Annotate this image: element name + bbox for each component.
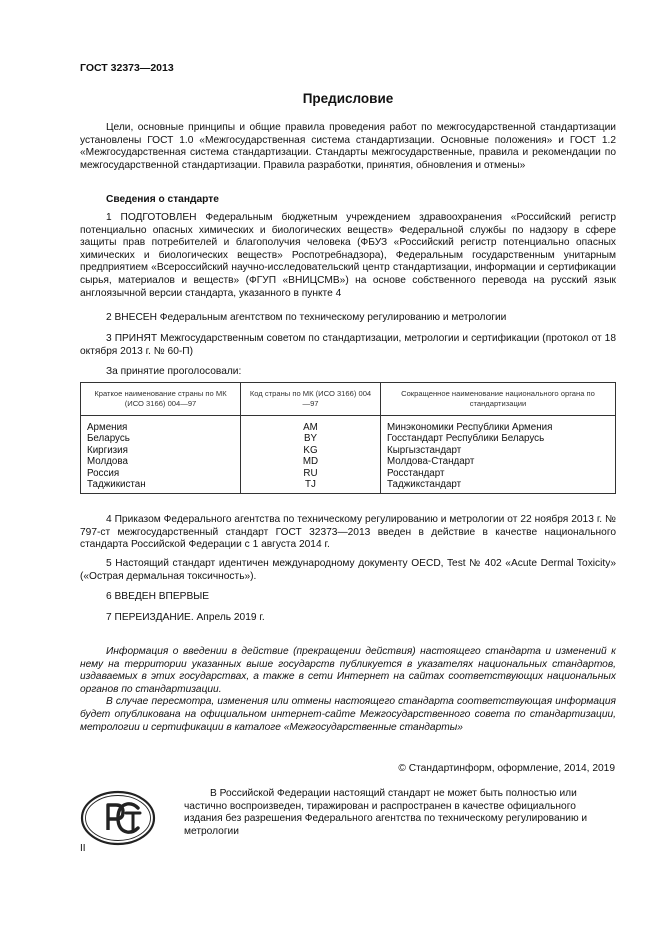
vote-intro-text: За принятие проголосовали: [106,366,242,377]
table-cell-country: Таджикистан [81,479,241,494]
intro-text: Цели, основные принципы и общие правила проведения работ по межгосударственной стандартизации установлены ГОСТ 1.0 «Межгосударственная система стандартизации. Основные положения» и ГОСТ 1.2 «Межгосударственная система стандартизации. Стандарты межгосударственные, правила и рекомендации по межгосударственной стандартизации. Правила разработки, принятия, обновления и отмены» [80,122,616,171]
item-2-text: 2 ВНЕСЕН Федеральным агентством по техническому регулированию и метрологии [106,312,507,323]
table-cell-code: BY [241,433,381,444]
info-heading: Сведения о стандарте [106,194,219,205]
item-4 [80,514,616,552]
table-row [81,445,616,456]
table-header-country: Краткое наименование страны по МК (ИСО 3166) 004—97 [81,383,241,416]
item-5-text: 5 Настоящий стандарт идентичен международному документу OECD, Test № 402 «Acute Dermal Toxicity» («Острая дермальная токсичность»). [80,558,616,582]
table-cell-code: KG [241,445,381,456]
table-cell-country: Армения [81,416,241,434]
table-row [81,456,616,467]
publication-info-text-2: В случае пересмотра, изменения или отмены настоящего стандарта соответствующая информация будет опубликована на официальном интернет-сайте Межгосударственного совета по стандартизации, метрологии и сертификации в каталоге «Межгосударственные стандарты» [80,696,616,733]
item-2 [80,312,616,325]
table-cell-body: Госстандарт Республики Беларусь [381,433,616,444]
item-4-text: 4 Приказом Федерального агентства по техническому регулированию и метрологии от 22 ноября 2013 г. № 797-ст межгосударственный стандарт ГОСТ 32373—2013 введен в действие в качестве национального стандарта Российской Федерации с 1 августа 2014 г. [80,514,616,551]
table-cell-code: TJ [241,479,381,494]
table-cell-code: AM [241,416,381,434]
page-number: II [80,843,86,854]
item-3-text: 3 ПРИНЯТ Межгосударственным советом по стандартизации, метрологии и сертификации (протокол от 18 октября 2013 г. № 60-П) [80,333,616,357]
publication-info [80,646,616,734]
table-cell-country: Беларусь [81,433,241,444]
item-1-text: 1 ПОДГОТОВЛЕН Федеральным бюджетным учреждением здравоохранения «Российский регистр потенциально опасных химических и биологических веществ» Федеральной службы по надзору в сфере защиты прав потребителей и благополучия человека (ФБУЗ «Российский регистр потенциально опасных химических и биологических веществ» Роспотребнадзора), Федеральным государственным унитарным предприятием «Всероссийский научно-исследовательский центр стандартизации, информации и сертификации сырья, материалов и веществ» (ФГУП «ВНИЦСМВ») на основе собственного перевода на русский язык англоязычной версии стандарта, указанного в пункте 4 [80,212,616,299]
table-cell-body: Кыргызстандарт [381,445,616,456]
table-cell-body: Росстандарт [381,468,616,479]
table-header-code: Код страны по МК (ИСО 3166) 004—97 [241,383,381,416]
intro-paragraph [80,122,616,172]
rst-certification-mark-icon [80,790,156,846]
page-title: Предисловие [302,91,394,106]
vote-intro [80,366,616,379]
item-5 [80,558,616,583]
table-row [81,416,616,434]
reproduction-notice [184,788,616,838]
table-row [81,468,616,479]
table-cell-code: MD [241,456,381,467]
table-cell-country: Россия [81,468,241,479]
item-7-text: 7 ПЕРЕИЗДАНИЕ. Апрель 2019 г. [106,612,265,623]
table-header-row [81,383,616,416]
item-3 [80,333,616,358]
standard-number: ГОСТ 32373—2013 [80,62,174,74]
item-7 [80,612,616,625]
votes-table [80,382,616,494]
table-cell-country: Киргизия [81,445,241,456]
item-6-text: 6 ВВЕДЕН ВПЕРВЫЕ [106,591,210,602]
reproduction-notice-text: В Российской Федерации настоящий стандарт не может быть полностью или частично воспроизведен, тиражирован и распространен в качестве официального издания без разрешения Федерального агентства по техническому регулированию и метрологии [184,788,588,837]
item-6 [80,591,616,604]
table-cell-code: RU [241,468,381,479]
publication-info-text-1: Информация о введении в действие (прекращении действия) настоящего стандарта и изменений к нему на территории указанных выше государств публикуется в указателях национальных стандартов, издаваемых в этих государствах, а также в сети Интернет на сайтах соответствующих национальных органов по стандартизации. [80,646,616,695]
table-row [81,433,616,444]
table-cell-body: Молдова-Стандарт [381,456,616,467]
table-row [81,479,616,494]
copyright: © Стандартинформ, оформление, 2014, 2019 [398,763,615,774]
table-header-body: Сокращенное наименование национального органа по стандартизации [381,383,616,416]
item-1 [80,212,616,300]
table-cell-country: Молдова [81,456,241,467]
table-cell-body: Таджикстандарт [381,479,616,494]
table-cell-body: Минэкономики Республики Армения [381,416,616,434]
